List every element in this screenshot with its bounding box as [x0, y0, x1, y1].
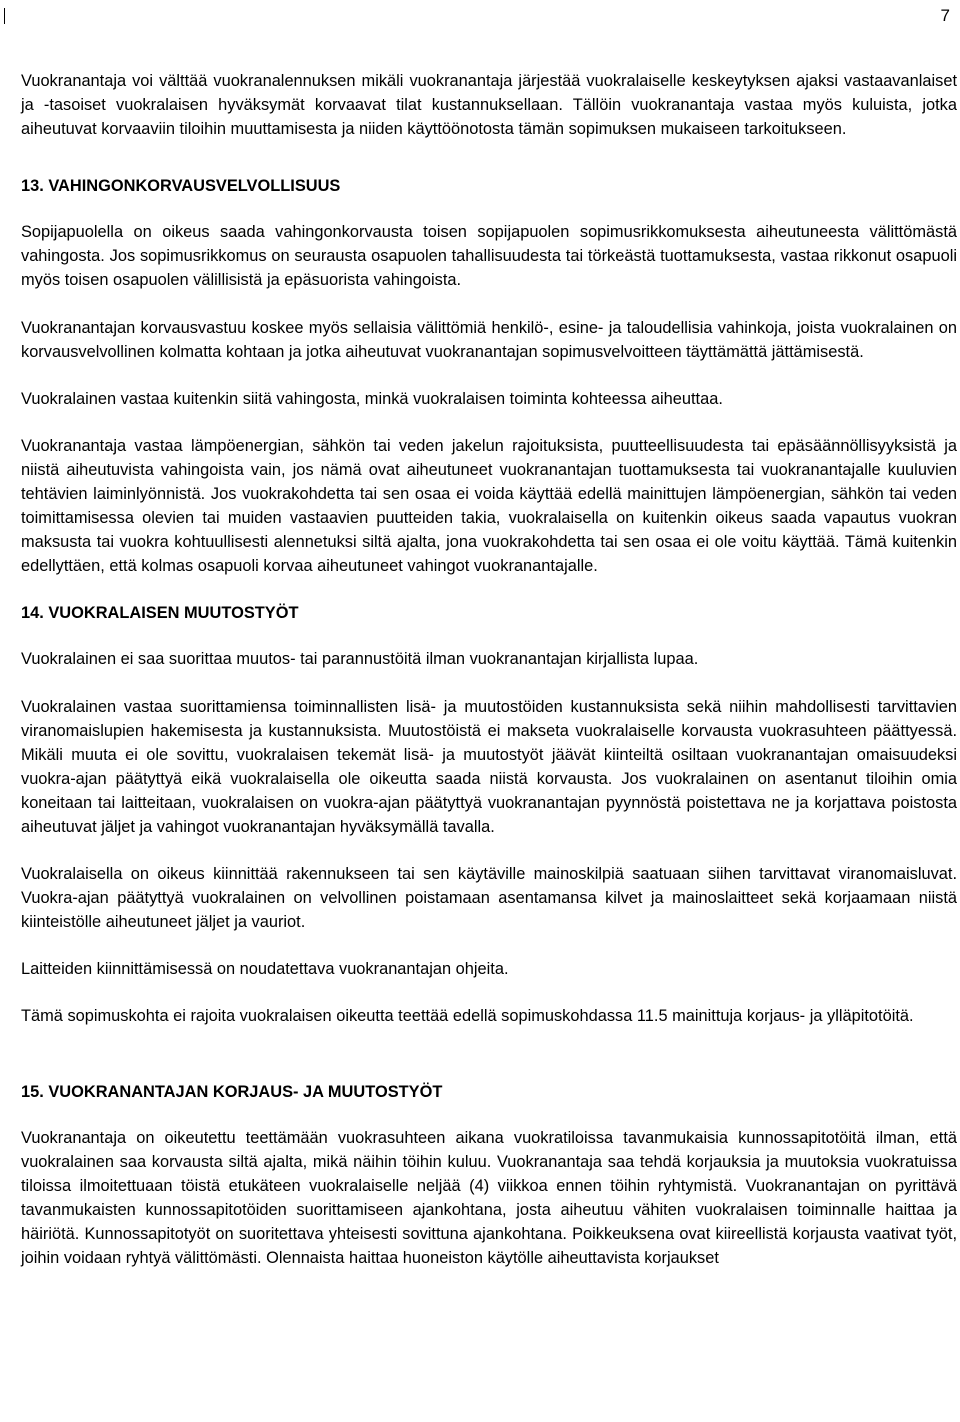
section-15-heading: 15. VUOKRANANTAJAN KORJAUS- JA MUUTOSTYÖT — [21, 1082, 443, 1101]
section-14 — [21, 601, 957, 1028]
section-14-paragraph-2: Vuokralainen vastaa suorittamiensa toiminnallisten lisä- ja muutostöiden kustannuksista sekä niihin mahdollisesti tarvittavien viranomaislupien hakemisesta ja kustannuksista. Muutostöistä ei makseta vuokralaiselle korvausta vuokrasuhteen päättyessä. Mikäli muuta ei ole sovittu, vuokralaisen tekemät lisä- ja muutostyöt jäävät kiinteiltä osiltaan vuokranantajan omaisuudeksi vuokra-ajan päätyttyä eikä vuokralaisella ole oikeutta saada niistä korvausta. Jos vuokralainen on asentanut tiloihin omia koneitaan tai laitteitaan, vuokralaisen on vuokra-ajan päätyttyä vuokranantajan pyynnöstä poistettava ne ja korjattava poistosta aiheutuvat jäljet ja vahingot vuokranantajan hyväksymällä tavalla. — [21, 697, 957, 836]
document-body — [21, 69, 957, 1270]
page-number: 7 — [940, 6, 950, 25]
section-13-paragraph-2: Vuokranantajan korvausvastuu koskee myös sellaisia välittömiä henkilö-, esine- ja taloudellisia vahinkoja, joista vuokralainen on korvausvelvollinen kolmatta kohtaan ja jotka aiheutuvat vuokranantajan sopimusvelvoitteen täyttämättä jättämisestä. — [21, 318, 957, 361]
section-15 — [21, 1080, 957, 1271]
section-14-paragraph-5: Tämä sopimuskohta ei rajoita vuokralaisen oikeutta teettää edellä sopimuskohdassa 11.5 mainittuja korjaus- ja ylläpitotöitä. — [21, 1007, 914, 1026]
section-13-paragraph-1: Sopijapuolella on oikeus saada vahingonkorvausta toisen sopijapuolen sopimusrikkomuksesta aiheutuneesta välittömästä vahingosta. Jos sopimusrikkomus on seurausta osapuolen tahallisuudesta tai törkeästä tuottamuksesta, vastaa rikkonut osapuoli myös toisen osapuolen välillisistä ja epäsuorista vahingoista. — [21, 223, 957, 290]
section-13-paragraph-4: Vuokranantaja vastaa lämpöenergian, sähkön tai veden jakelun rajoituksista, puutteellisuudesta tai epäsäännöllisyyksistä ja niistä aiheutuvista vahingoista vain, jos nämä ovat aiheutuneet vuokranantajan tuottamuksesta tai vuokranantajalle kuuluvien tehtävien laiminlyönnistä. Jos vuokrakohdetta tai sen osaa ei voida käyttää edellä mainittujen lämpöenergian, sähkön tai veden toimittamisessa olevien tai muiden vastaavien puutteiden takia, vuokralaisella on kuitenkin oikeus saada vapautus vuokran maksusta tai vuokra kohtuullisesti alennetuksi siltä ajalta, jona vuokrakohdetta tai sen osaa ei ole voitu käyttää. Tämä kuitenkin edellyttäen, että kolmas osapuoli korvaa aiheutuneet vahingot vuokranantajalle. — [21, 436, 957, 576]
section-14-paragraph-4: Laitteiden kiinnittämisessä on noudatettava vuokranantajan ohjeita. — [21, 960, 509, 979]
section-13-heading: 13. VAHINGONKORVAUSVELVOLLISUUS — [21, 177, 341, 196]
section-14-paragraph-3: Vuokralaisella on oikeus kiinnittää rakennukseen tai sen käytäville mainoskilpiä saatuaan siihen tarvittavat viranomaisluvat. Vuokra-ajan päätyttyä vuokralainen on velvollinen poistamaan asentamansa kilvet ja mainoslaitteet sekä korjaamaan niistä kiinteistölle aiheutuneet jäljet ja vauriot. — [21, 865, 957, 932]
section-14-heading: 14. VUOKRALAISEN MUUTOSTYÖT — [21, 604, 299, 623]
intro-paragraph: Vuokranantaja voi välttää vuokranalennuksen mikäli vuokranantaja järjestää vuokralaiselle keskeytyksen ajaksi vastaavanlaiset ja -tasoiset vuokralaisen hyväksymät korvaavat tilat kustannuksellaan. Tällöin vuokranantaja vastaa myös kuluista, jotka aiheutuvat korvaaviin tiloihin muuttamisesta ja niiden käyttöönotosta tämän sopimuksen mukaiseen tarkoitukseen. — [21, 72, 957, 139]
section-13-paragraph-3: Vuokralainen vastaa kuitenkin siitä vahingosta, minkä vuokralaisen toiminta kohteessa aiheuttaa. — [21, 389, 723, 408]
page-margin-marker — [4, 8, 5, 24]
section-14-paragraph-1: Vuokralainen ei saa suorittaa muutos- tai parannustöitä ilman vuokranantajan kirjallista lupaa. — [21, 650, 699, 669]
section-13 — [21, 174, 957, 578]
section-15-paragraph-1: Vuokranantaja on oikeutettu teettämään vuokrasuhteen aikana vuokratiloissa tavanmukaisia kunnossapitotöitä ilman, että vuokralainen saa korvausta siltä ajalta, mikä näihin töihin kuluu. Vuokranantaja saa tehdä korjauksia ja muutoksia vuokratuissa tiloissa ilmoitettuaan töistä etukäteen vuokralaiselle neljää (4) viikkoa ennen töihin ryhtymistä. Vuokranantajan on pyrittävä tavanmukaisten kunnossapitotöiden suorittamiseen ajankohtana, josta aiheutuu vähiten vuokralaisen toiminnalle haittaa ja häiriötä. Kunnossapitotyöt on suoritettava yhteisesti sovittuna ajankohtana. Poikkeuksena ovat kiireellistä korjausta vaativat työt, joihin voidaan ryhtyä välittömästi. Olennaista haittaa huoneiston käytölle aiheuttavista korjaukset — [21, 1128, 957, 1267]
